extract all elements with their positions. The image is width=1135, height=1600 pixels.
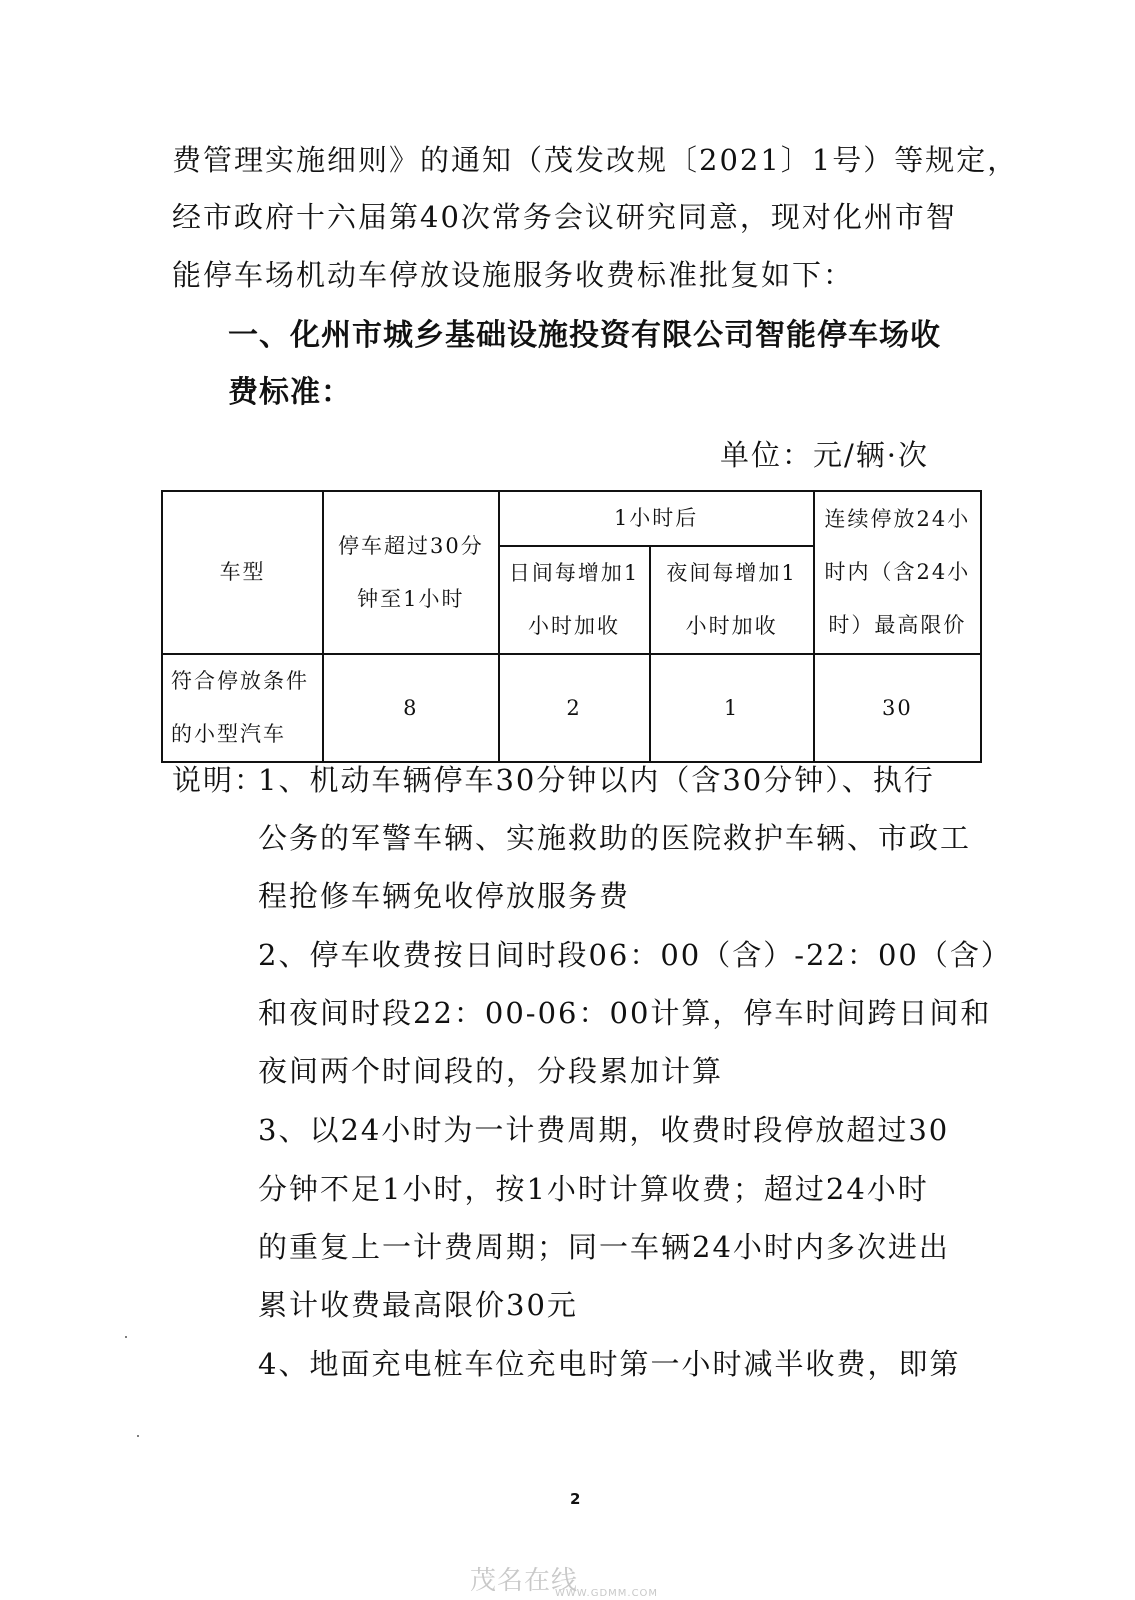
row-first-hour: 8 [323, 654, 498, 762]
note-line-6: 夜间两个时间段的，分段累加计算 [258, 1054, 724, 1088]
intro-line-3: 能停车场机动车停放设施服务收费标准批复如下： [172, 258, 855, 292]
row-day-extra: 2 [499, 654, 650, 762]
table-header-row [162, 491, 981, 546]
note-line-5: 和夜间时段22：00-06：00计算，停车时间跨日间和 [258, 996, 992, 1030]
note-line-8: 分钟不足1小时，按1小时计算收费；超过24小时 [258, 1172, 929, 1206]
note-line-1: 1、机动车辆停车30分钟以内（含30分钟）、执行 [258, 763, 935, 797]
note-line-7: 3、以24小时为一计费周期，收费时段停放超过30 [258, 1113, 950, 1147]
notes-label: 说明： [172, 763, 266, 797]
header-after-one-hour: 1小时后 [499, 491, 814, 546]
row-night-extra: 1 [650, 654, 814, 762]
header-day-extra: 日间每增加1 小时加收 [499, 546, 650, 654]
scan-speck [137, 1435, 139, 1437]
header-vehicle-type: 车型 [162, 491, 323, 654]
header-first-hour: 停车超过30分 钟至1小时 [323, 491, 498, 654]
note-line-2: 公务的军警车辆、实施救助的医院救护车辆、市政工 [258, 821, 972, 855]
intro-line-2: 经市政府十六届第40次常务会议研究同意，现对化州市智 [172, 200, 957, 234]
row-vehicle-type: 符合停放条件 的小型汽车 [162, 654, 323, 762]
watermark-logo: 茂名在线 [470, 1566, 579, 1596]
row-max-24h: 30 [814, 654, 981, 762]
table-row [162, 654, 981, 762]
unit-label: 单位：元/辆·次 [720, 438, 929, 472]
watermark-url: WWW.GDMM.COM [555, 1588, 659, 1599]
section-heading-line-1: 一、化州市城乡基础设施投资有限公司智能停车场收 [228, 318, 941, 353]
note-line-9: 的重复上一计费周期；同一车辆24小时内多次进出 [258, 1230, 950, 1264]
note-line-10: 累计收费最高限价30元 [258, 1288, 578, 1322]
header-night-extra: 夜间每增加1 小时加收 [650, 546, 814, 654]
intro-line-1: 费管理实施细则》的通知（茂发改规〔2021〕1号）等规定， [172, 143, 1019, 177]
scan-speck [125, 1336, 127, 1338]
page-number: 2 [570, 1490, 581, 1508]
note-line-4: 2、停车收费按日间时段06：00（含）-22：00（含） [258, 938, 1012, 972]
section-heading-line-2: 费标准： [228, 375, 352, 410]
note-line-3: 程抢修车辆免收停放服务费 [258, 879, 631, 913]
header-max-24h: 连续停放24小 时内（含24小 时）最高限价 [814, 491, 981, 654]
fee-table [161, 490, 982, 763]
note-line-11: 4、地面充电桩车位充电时第一小时减半收费，即第 [258, 1347, 961, 1381]
